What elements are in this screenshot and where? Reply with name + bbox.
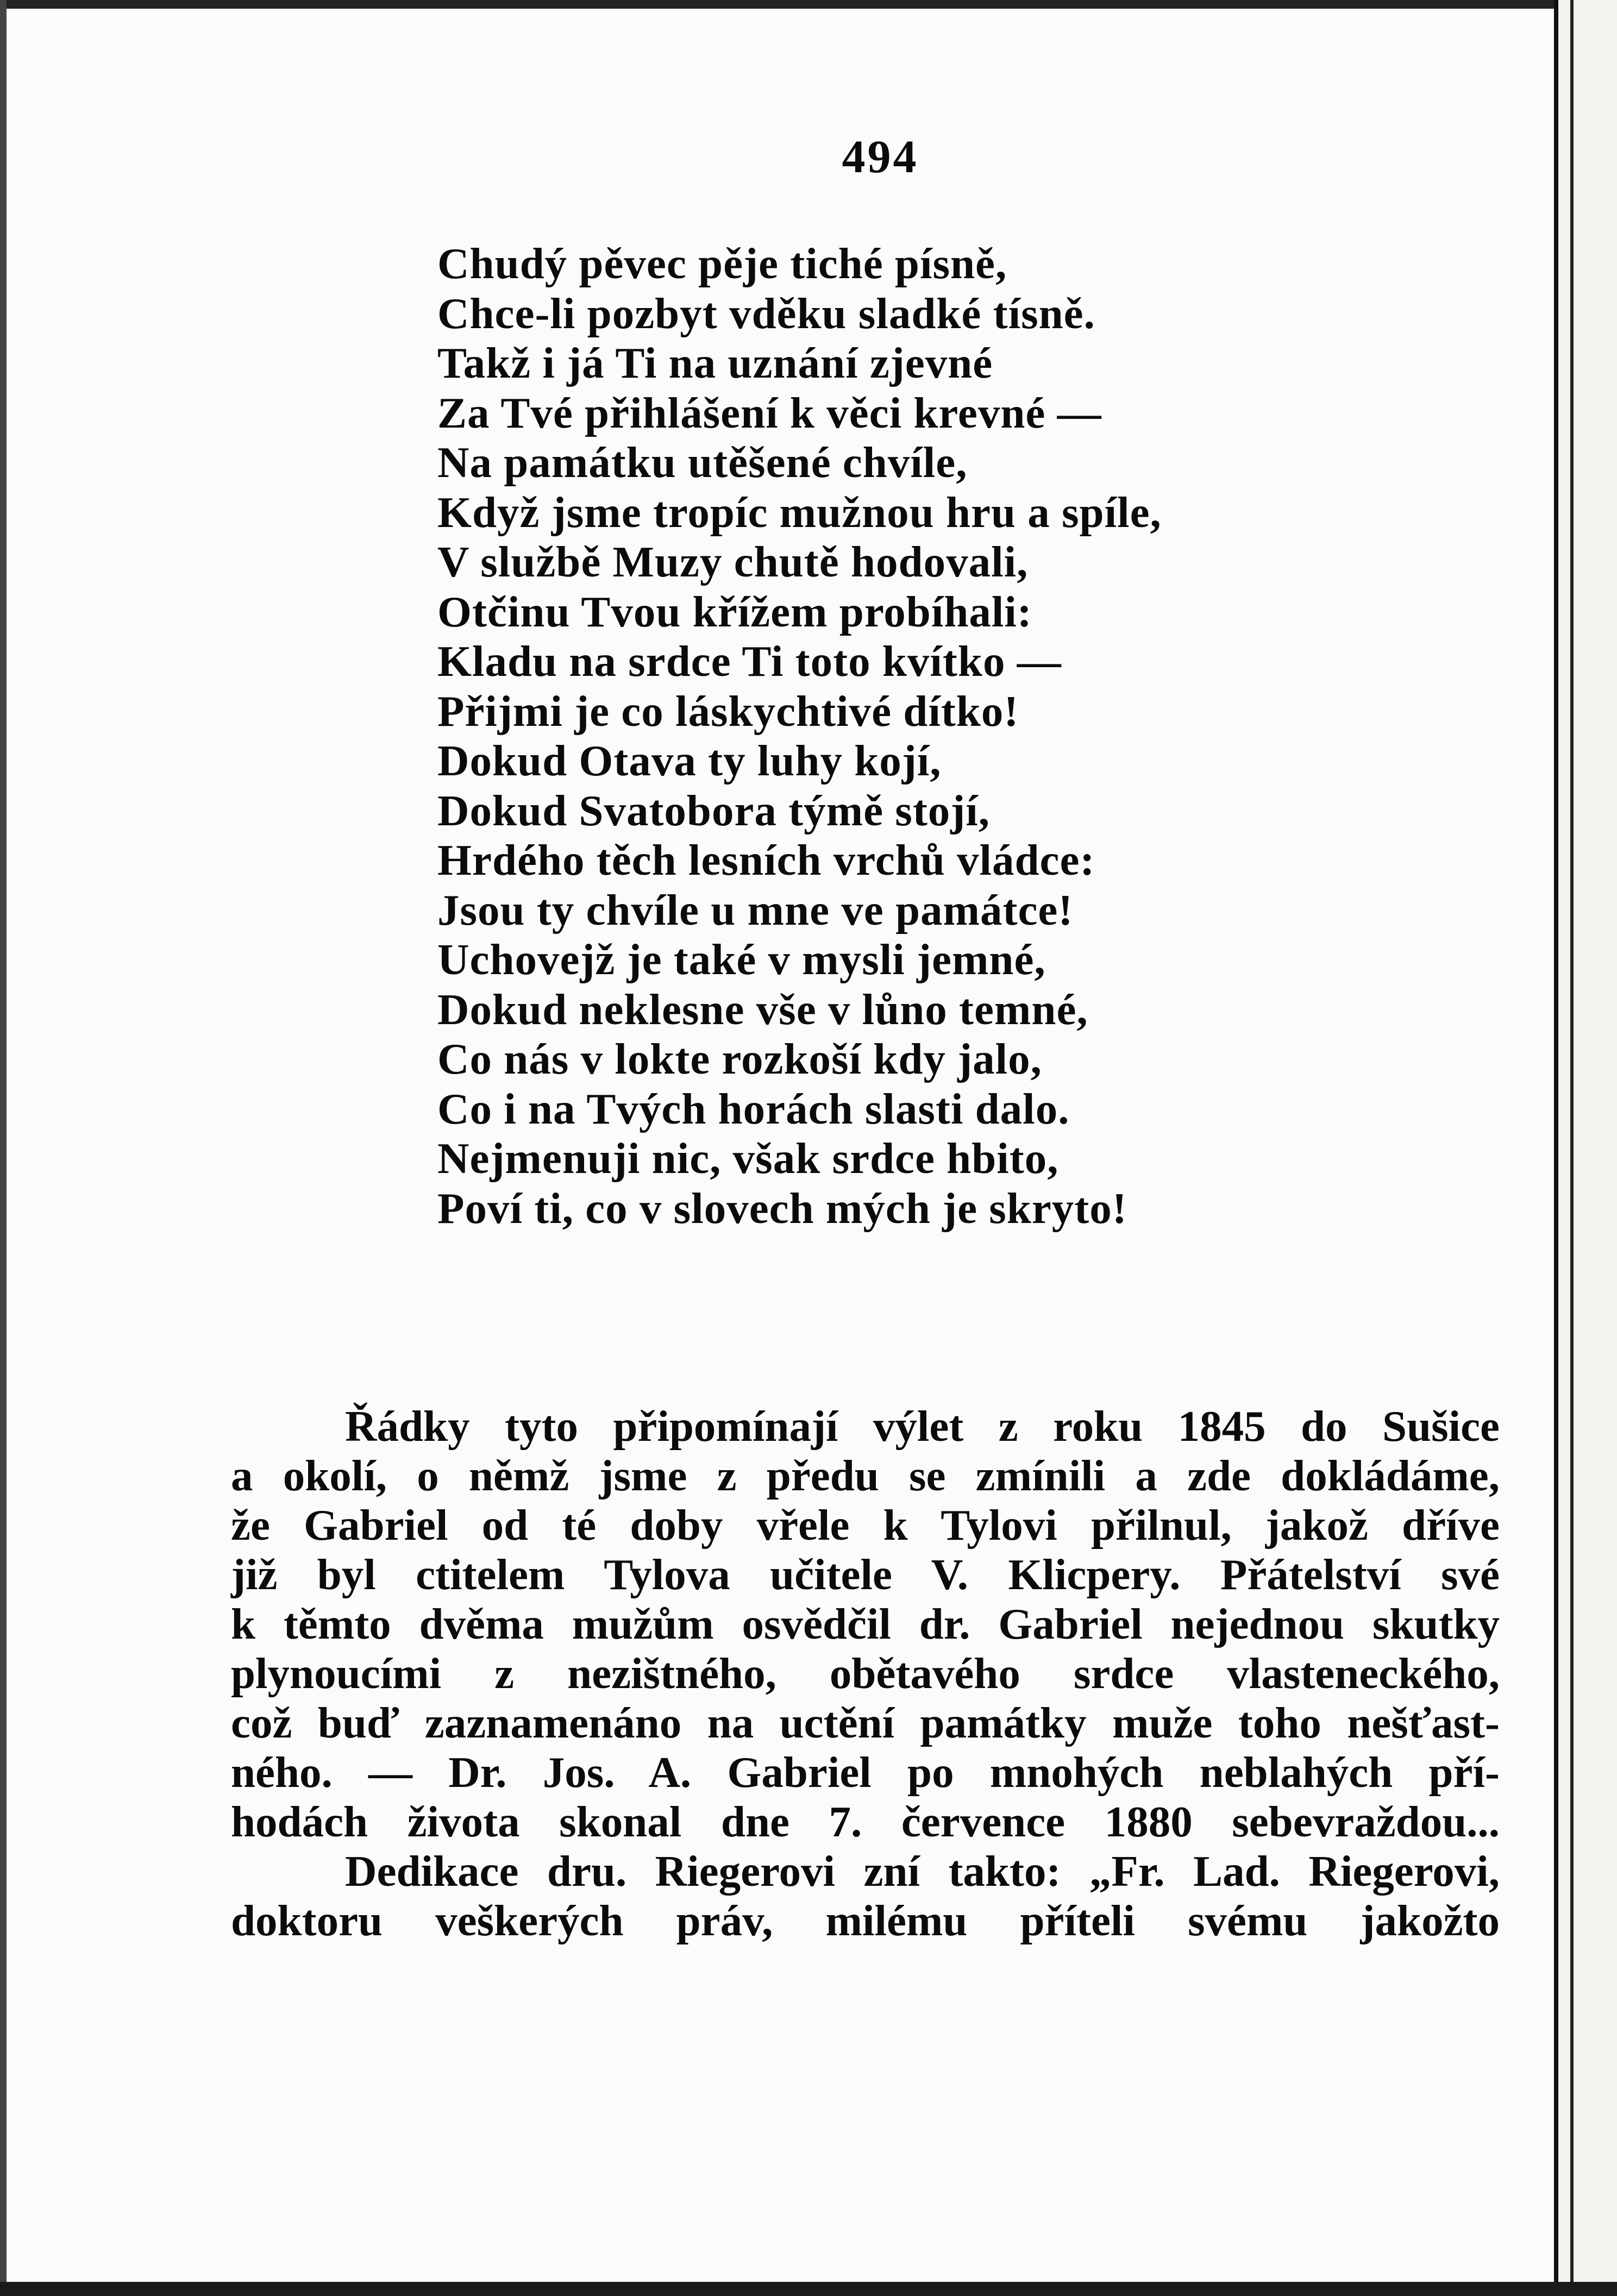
scan-edge-right-line bbox=[1570, 0, 1574, 2296]
prose-line: k těmto dvěma mužům osvědčil dr. Gabriel nejednou skutky bbox=[231, 1599, 1500, 1648]
poem-line: Poví ti, co v slovech mých je skryto! bbox=[437, 1183, 1127, 1233]
prose-line: že Gabriel od té doby vřele k Tylovi přilnul, jakož dříve bbox=[231, 1501, 1500, 1550]
poem-line: Kladu na srdce Ti toto kvítko — bbox=[437, 637, 1062, 686]
poem-line: V službě Muzy chutě hodovali, bbox=[437, 537, 1029, 586]
poem-line: Nejmenuji nic, však srdce hbito, bbox=[437, 1134, 1059, 1183]
poem-line: Jsou ty chvíle u mne ve památce! bbox=[437, 885, 1074, 934]
poem-line: Dokud Otava ty luhy kojí, bbox=[437, 736, 942, 785]
poem-line: Dokud neklesne vše v lůno temné, bbox=[437, 984, 1088, 1034]
prose-line: hodách života skonal dne 7. července 1880 sebevraždou... bbox=[231, 1797, 1500, 1846]
poem-line: Přijmi je co láskychtivé dítko! bbox=[437, 686, 1019, 736]
prose-line: plynoucími z nezištného, obětavého srdce vlasteneckého, bbox=[231, 1649, 1500, 1698]
poem-line: Co nás v lokte rozkoší kdy jalo, bbox=[437, 1034, 1042, 1083]
scan-edge-left bbox=[0, 0, 7, 2296]
poem-line: Na památku utěšené chvíle, bbox=[437, 438, 968, 487]
scan-edge-top bbox=[0, 0, 1617, 9]
poem-line: Takž i já Ti na uznání zjevné bbox=[437, 338, 993, 387]
prose-line: již byl ctitelem Tylova učitele V. Klicpery. Přátelství své bbox=[231, 1550, 1500, 1599]
poem-line: Co i na Tvých horách slasti dalo. bbox=[437, 1084, 1070, 1133]
poem-line: Chce-li pozbyt vděku sladké tísně. bbox=[437, 288, 1095, 338]
prose-line: a okolí, o němž jsme z předu se zmínili a zde dokládáme, bbox=[231, 1451, 1500, 1500]
prose-line: což buď zaznamenáno na uctění památky muže toho nešťast- bbox=[231, 1698, 1500, 1747]
poem bbox=[437, 239, 1361, 1233]
poem-line: Za Tvé přihlášení k věci krevné — bbox=[437, 388, 1102, 437]
poem-line: Uchovejž je také v mysli jemné, bbox=[437, 935, 1046, 984]
poem-line: Otčinu Tvou křížem probíhali: bbox=[437, 587, 1032, 636]
poem-line: Hrdého těch lesních vrchů vládce: bbox=[437, 836, 1095, 884]
prose-line: doktoru veškerých práv, milému příteli svému jakožto bbox=[231, 1896, 1500, 1945]
prose-line: ného. — Dr. Jos. A. Gabriel po mnohých neblahých pří- bbox=[231, 1748, 1500, 1797]
prose-body bbox=[231, 1402, 1500, 1946]
prose-line: Dedikace dru. Riegerovi zní takto: „Fr. Lad. Riegerovi, bbox=[345, 1847, 1500, 1896]
poem-line: Když jsme tropíc mužnou hru a spíle, bbox=[437, 487, 1162, 537]
prose-line: Řádky tyto připomínají výlet z roku 1845 do Sušice bbox=[345, 1402, 1500, 1451]
page-number: 494 bbox=[842, 130, 919, 183]
scan-edge-bottom bbox=[0, 2282, 1617, 2296]
poem-line: Chudý pěvec pěje tiché písně, bbox=[437, 239, 1007, 288]
scan-edge-right bbox=[1554, 0, 1617, 2296]
poem-line: Dokud Svatobora týmě stojí, bbox=[437, 786, 991, 835]
